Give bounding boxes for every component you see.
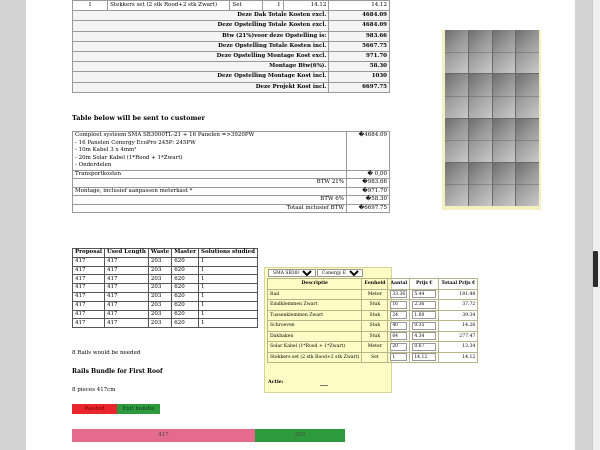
rails-cell: 203 <box>148 310 171 319</box>
rails-cell: 620 <box>172 310 199 319</box>
rails-cell: 1 <box>198 275 257 284</box>
rails-header-row <box>73 249 258 258</box>
table-row <box>73 275 258 284</box>
rails-cell: 620 <box>172 284 199 293</box>
price-body <box>268 289 478 363</box>
price-qty-cell <box>388 289 410 300</box>
rails-cell: 417 <box>73 266 105 275</box>
price-qty-cell <box>388 300 410 311</box>
price-desc: Schroeven <box>268 321 362 332</box>
rails-header-cell: Waste <box>148 249 171 258</box>
price-desc: Tussenklemmen Zwart <box>268 310 362 321</box>
cell-price: 14.12 <box>283 1 329 11</box>
wasted-button[interactable]: Wasted <box>72 404 117 414</box>
customer-row-label: Transportkosten <box>73 170 347 179</box>
solar-panel-cell <box>469 74 492 117</box>
rails-cell: 620 <box>172 257 199 266</box>
price-unit: Stuk <box>362 321 388 332</box>
total-value: 58.30 <box>329 62 390 72</box>
rails-cell: 620 <box>172 275 199 284</box>
exit-bundle-button[interactable]: Exit bundle <box>117 404 160 414</box>
solar-panel-cell <box>516 163 539 206</box>
rails-cell: 417 <box>73 319 105 328</box>
rails-header-cell: Proposal <box>73 249 105 258</box>
total-label: Deze Projekt Kost incl. <box>73 82 329 92</box>
price-table <box>267 278 478 363</box>
rails-cell: 417 <box>73 275 105 284</box>
total-value: 971.70 <box>329 51 390 61</box>
price-input[interactable] <box>412 343 436 351</box>
total-label: Btw (21%)voor deze Opstelling is: <box>73 31 329 41</box>
cell-qty: 1 <box>73 1 108 11</box>
total-label: Montage Btw(6%). <box>73 62 329 72</box>
rails-cell: 203 <box>148 319 171 328</box>
price-price-cell <box>410 310 439 321</box>
left-gutter <box>0 0 26 450</box>
waste-length-bar: 203 <box>255 429 345 442</box>
table-row <box>73 132 390 171</box>
cell-total: 14.12 <box>329 1 390 11</box>
price-input[interactable] <box>412 353 436 361</box>
solar-panel-cell <box>469 163 492 206</box>
system-line: Compleet systeem SMA SB3000TL-21 + 16 Panelen =>3920PW <box>75 132 255 138</box>
solar-panel-cell <box>469 30 492 73</box>
actie-label: Actie: <box>268 379 284 385</box>
price-input[interactable] <box>412 301 436 309</box>
system-line: - 10m Kabel 3 x 4mm² <box>75 147 137 153</box>
total-value: 5667.75 <box>329 41 390 51</box>
price-unit: Stuk <box>362 300 388 311</box>
price-unit: Meter <box>362 289 388 300</box>
rails-cell: 620 <box>172 301 199 310</box>
rails-cell: 620 <box>172 266 199 275</box>
rails-cell: 1 <box>198 284 257 293</box>
table-row <box>73 170 390 179</box>
price-input[interactable] <box>412 311 436 319</box>
price-total: 39.34 <box>439 310 478 321</box>
customer-row-value: �971.70 <box>347 187 390 196</box>
quantity-input[interactable] <box>390 353 407 361</box>
table-row <box>268 331 478 342</box>
price-unit: Meter <box>362 342 388 353</box>
table-row <box>268 342 478 353</box>
table-row <box>268 321 478 332</box>
total-value: 983.66 <box>329 31 390 41</box>
table-row <box>73 204 390 213</box>
customer-row-label: BTW 21% <box>73 179 347 188</box>
price-total: 277.47 <box>439 331 478 342</box>
price-total: 13.34 <box>439 342 478 353</box>
rails-cell: 203 <box>148 301 171 310</box>
totals-body <box>73 11 390 93</box>
price-qty-cell <box>388 352 410 363</box>
customer-row-value: � 0,00 <box>347 170 390 179</box>
solar-panel-cell <box>469 119 492 162</box>
price-panel <box>264 267 476 393</box>
quantity-input[interactable] <box>390 332 407 340</box>
rails-cell: 203 <box>148 257 171 266</box>
quantity-input[interactable] <box>390 322 407 330</box>
cell-unit: Set <box>230 1 263 11</box>
solar-panel-cell <box>516 119 539 162</box>
table-row <box>73 62 390 72</box>
rails-header-cell: Solutions studied <box>198 249 257 258</box>
price-desc: Rail <box>268 289 362 300</box>
solar-panel-cell <box>445 119 468 162</box>
price-price-cell <box>410 331 439 342</box>
table-row <box>73 292 258 301</box>
solar-panel-cell <box>493 74 516 117</box>
table-row <box>268 289 478 300</box>
inverter-select[interactable] <box>268 269 316 277</box>
customer-table <box>72 131 390 213</box>
customer-body <box>73 170 390 213</box>
table-row <box>73 1 390 11</box>
rails-body <box>73 257 258 327</box>
total-value: 4684.09 <box>329 21 390 31</box>
system-price: �4684.09 <box>347 132 390 171</box>
price-qty-cell <box>388 342 410 353</box>
customer-row-value: �983.66 <box>347 179 390 188</box>
vertical-scrollbar[interactable] <box>592 0 600 450</box>
table-row <box>73 21 390 31</box>
price-header-cell: Eenheid <box>362 279 388 290</box>
table-row <box>73 72 390 82</box>
price-price-cell <box>410 321 439 332</box>
scrollbar-thumb[interactable] <box>593 251 598 287</box>
price-header-cell: Aantal <box>388 279 410 290</box>
price-input[interactable] <box>412 332 436 340</box>
price-price-cell <box>410 352 439 363</box>
table-row <box>73 82 390 92</box>
rails-cell: 417 <box>73 292 105 301</box>
rails-cell: 417 <box>104 301 148 310</box>
quantity-input[interactable] <box>390 290 407 298</box>
table-row <box>73 31 390 41</box>
rails-pieces: 8 pieces 417cm <box>72 387 116 393</box>
table-row <box>73 284 258 293</box>
price-unit: Set <box>362 352 388 363</box>
solar-panel-cell <box>445 163 468 206</box>
quantity-input[interactable] <box>390 301 407 309</box>
price-price-cell <box>410 289 439 300</box>
rails-header-cell: Used Length <box>104 249 148 258</box>
price-total: 14.12 <box>439 352 478 363</box>
price-header-cell: Totaal Prijs € <box>439 279 478 290</box>
rails-table <box>72 248 258 328</box>
panel-type-select[interactable] <box>317 269 363 277</box>
rails-cell: 620 <box>172 319 199 328</box>
solar-panel-cell <box>516 74 539 117</box>
price-header-row <box>268 279 478 290</box>
right-gutter <box>575 0 592 450</box>
system-line: - Onderdelen <box>75 162 112 168</box>
price-price-cell <box>410 342 439 353</box>
customer-row-label: Totaal inclusief BTW <box>73 204 347 213</box>
total-value: 6697.75 <box>329 82 390 92</box>
solar-panel-cell <box>493 119 516 162</box>
price-unit: Stuk <box>362 331 388 342</box>
table-row <box>73 319 258 328</box>
solar-panel-cell <box>445 30 468 73</box>
table-row <box>73 266 258 275</box>
total-label: Deze Opstelling Montage Kost excl. <box>73 51 329 61</box>
price-total: 37.72 <box>439 300 478 311</box>
solar-panel-cell <box>516 30 539 73</box>
rails-cell: 417 <box>73 284 105 293</box>
rails-cell: 417 <box>73 301 105 310</box>
rails-cell: 417 <box>73 310 105 319</box>
solar-panel-grid <box>445 30 539 206</box>
table-row <box>73 257 258 266</box>
total-label: Deze Opstelling Totale Kosten excl. <box>73 21 329 31</box>
table-row <box>268 352 478 363</box>
price-qty-cell <box>388 331 410 342</box>
customer-row-value: �6697.75 <box>347 204 390 213</box>
system-line: - 16 Panelen Conergy EcoPro 245P: 245PW <box>75 139 196 146</box>
price-desc: Solar Kabel (1*Rood + 1*Zwart) <box>268 342 362 353</box>
table-row <box>73 179 390 188</box>
rails-cell: 417 <box>104 310 148 319</box>
rails-cell: 1 <box>198 310 257 319</box>
table-row <box>73 51 390 61</box>
price-header-cell: Prijs € <box>410 279 439 290</box>
table-row <box>268 300 478 311</box>
customer-row-label: BTW 6% <box>73 196 347 205</box>
table-row <box>73 310 258 319</box>
table-row <box>73 196 390 205</box>
total-value: 4684.09 <box>329 11 390 21</box>
rails-cell: 203 <box>148 275 171 284</box>
solar-panel-cell <box>445 74 468 117</box>
rails-cell: 203 <box>148 284 171 293</box>
rails-cell: 417 <box>104 266 148 275</box>
rails-cell: 417 <box>104 275 148 284</box>
rails-cell: 1 <box>198 257 257 266</box>
solar-panel-cell <box>493 30 516 73</box>
rails-cell: 203 <box>148 266 171 275</box>
quantity-input[interactable] <box>390 311 407 319</box>
customer-row-value: �58.30 <box>347 196 390 205</box>
price-unit: Stuk <box>362 310 388 321</box>
rails-header-cell: Master <box>172 249 199 258</box>
customer-row-label: Montage, inclusief aanpassen meterkast * <box>73 187 347 196</box>
rails-bundle-title: Rails Bundle for First Roof <box>72 368 163 375</box>
price-input[interactable] <box>412 322 436 330</box>
total-label: Deze Opstelling Totale Kosten incl. <box>73 41 329 51</box>
price-desc: Dakhaken <box>268 331 362 342</box>
cell-desc: Stekkers set (2 stk Rood+2 stk Zwart) <box>108 1 230 11</box>
price-qty-cell <box>388 310 410 321</box>
price-desc: Eindklemmen Zwart <box>268 300 362 311</box>
system-lines <box>75 132 344 170</box>
rails-cell: 417 <box>73 257 105 266</box>
price-input[interactable] <box>412 290 436 298</box>
quantity-input[interactable] <box>390 343 407 351</box>
price-desc: Stekkers set (2 stk Rood+2 stk Zwart) <box>268 352 362 363</box>
table-row <box>73 187 390 196</box>
rails-cell: 417 <box>104 257 148 266</box>
price-qty-cell <box>388 321 410 332</box>
rails-cell: 1 <box>198 266 257 275</box>
actie-divider <box>320 385 328 386</box>
table-row <box>73 41 390 51</box>
rails-cell: 417 <box>104 319 148 328</box>
table-row <box>73 11 390 21</box>
rails-needed-note: 8 Rails would be needed <box>72 350 141 356</box>
table-row <box>73 301 258 310</box>
price-header-cell: Descriptie <box>268 279 362 290</box>
total-value: 1030 <box>329 72 390 82</box>
system-line: - 20m Solar Kabel (1*Rood + 1*Zwart) <box>75 154 183 161</box>
price-price-cell <box>410 300 439 311</box>
price-total: 181.48 <box>439 289 478 300</box>
rails-cell: 1 <box>198 319 257 328</box>
rails-cell: 1 <box>198 301 257 310</box>
rails-cell: 417 <box>104 284 148 293</box>
total-label: Deze Opstelling Montage Kost incl. <box>73 72 329 82</box>
customer-section-title: Table below will be sent to customer <box>72 114 205 122</box>
system-description <box>73 132 347 171</box>
total-label: Deze Dak Totale Kosten excl. <box>73 11 329 21</box>
cell-count: 1 <box>263 1 283 11</box>
solar-panel-cell <box>493 163 516 206</box>
rails-cell: 203 <box>148 292 171 301</box>
rails-cell: 1 <box>198 292 257 301</box>
rails-cell: 417 <box>104 292 148 301</box>
rails-cell: 620 <box>172 292 199 301</box>
table-row <box>268 310 478 321</box>
used-length-bar: 417 <box>72 429 255 442</box>
price-total: 14.26 <box>439 321 478 332</box>
totals-table <box>72 0 390 93</box>
